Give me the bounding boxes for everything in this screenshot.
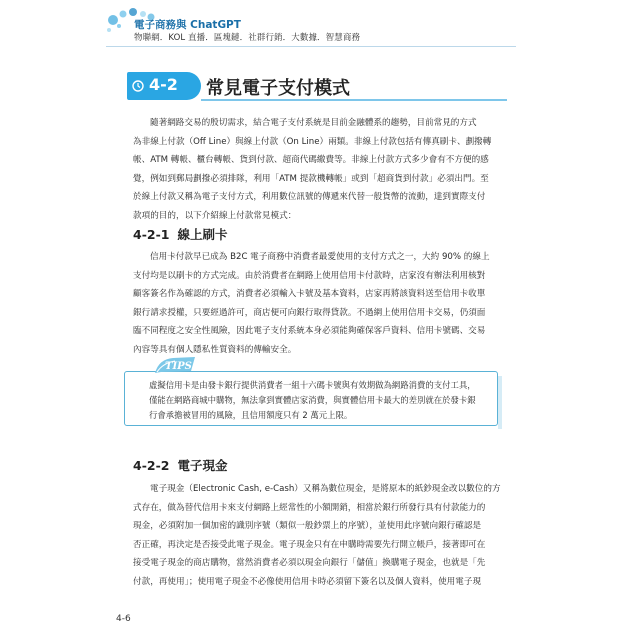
subsection-heading-credit-card: [133, 225, 227, 243]
text-line: 電子現金（Electronic Cash, e-Cash）又稱為數位現金，是將原本的紙鈔現金改以數位的方: [150, 484, 501, 494]
ecash-paragraph: [133, 480, 505, 591]
section-number-badge: [127, 72, 201, 100]
text-line: 內容等具有個人隱私性質資料的傳輸安全。: [133, 344, 297, 355]
tips-label: [153, 355, 197, 375]
tips-content: [149, 378, 489, 423]
text-line: 信用卡付款早已成為 B2C 電子商務中消費者最愛使用的支付方式之一，大約 90% 的線上: [150, 252, 490, 262]
header-divider: [106, 46, 516, 47]
intro-paragraph: [133, 114, 505, 225]
clock-icon: [132, 80, 144, 92]
tips-line: 行會承擔被冒用的風險，且信用額度只有 2 萬元上限。: [149, 410, 353, 420]
text-line: 接受電子現金的商店購物，當然消費者必須以現金向銀行「儲值」換購電子現金，也就是「先: [133, 558, 486, 568]
text-line: 付款，再使用」；使用電子現金不必像使用信用卡時必須留下簽名以及個人資料，使用電子現: [133, 576, 482, 587]
subsection-number: 4-2-2: [133, 458, 170, 473]
page-number: 4-6: [116, 614, 131, 624]
header-book-subtitle: 物聯網．KOL 直播．區塊鏈．社群行銷．大數據．智慧商務: [134, 33, 361, 43]
section-heading: [127, 72, 507, 100]
text-line: 銀行請求授權，只要經過許可，商店便可向銀行取得貸款。不過網上使用信用卡交易，仍須面: [133, 307, 486, 318]
text-line: 帳、ATM 轉帳、櫃台轉帳、貨到付款、超商代碼繳費等。非線上付款方式多少會有不方便的感: [133, 155, 489, 165]
text-line: 式存在，做為替代信用卡來支付網路上經常性的小額開銷，相當於銀行所發行具有付款能力的: [133, 502, 486, 513]
section-underline: [201, 99, 507, 101]
section-number: 4-2: [149, 75, 178, 94]
text-line: 款項的目的，以下介紹線上付款常見模式：: [133, 210, 297, 221]
text-line: 支付均是以刷卡的方式完成。由於消費者在網路上使用信用卡付款時，店家沒有辦法利用核對: [133, 270, 486, 281]
text-line: 現金，必須附加一個加密的識別序號（類似一般鈔票上的序號），並使用此序號向銀行確認是: [133, 521, 482, 531]
subsection-title: 線上刷卡: [177, 227, 228, 242]
subsection-number: 4-2-1: [133, 227, 170, 242]
subsection-title: 電子現金: [177, 458, 228, 473]
text-line: 為非線上付款（Off Line）與線上付款（On Line）兩類。非線上付款包括有傳真刷卡、劃撥轉: [133, 136, 492, 147]
text-line: 隨著網路交易的殷切需求，結合電子支付系統是目前金融體系的趨勢，目前常見的方式: [150, 118, 477, 128]
subsection-heading-ecash: [133, 456, 227, 474]
text-line: 顧客簽名作為確認的方式，消費者必須輸入卡號及基本資料，店家再將該資料送至信用卡收單: [133, 289, 486, 299]
text-line: 覺，例如到郵局劃撥必須排隊，利用「ATM 提款機轉帳」或到「超商貨到付款」必須出門。至: [133, 173, 489, 184]
text-line: 於線上付款又稱為電子支付方式，利用數位訊號的傳遞來代替一般貨幣的流動，達到實際支付: [133, 192, 486, 202]
tips-line: 僅能在網路商城中購物，無法拿到實體店家消費，與實體信用卡最大的差別就在於發卡銀: [149, 395, 476, 405]
tips-label-text: TIPS: [165, 361, 192, 372]
tips-line: 虛擬信用卡是由發卡銀行提供消費者一組十六碼卡號與有效期做為網路消費的支付工具，: [149, 380, 476, 390]
credit-card-paragraph: [133, 248, 505, 359]
tips-box-shadow: [498, 376, 502, 429]
header-book-title: 電子商務與 ChatGPT: [134, 19, 241, 31]
text-line: 否正確，再決定是否接受此電子現金。電子現金只有在申購時需要先行開立帳戶，接著即可在: [133, 539, 486, 550]
section-title: 常見電子支付模式: [206, 78, 350, 99]
text-line: 臨不同程度之安全性風險，因此電子支付系統本身必須能夠確保客戶資料、信用卡號碼、交易: [133, 326, 486, 336]
